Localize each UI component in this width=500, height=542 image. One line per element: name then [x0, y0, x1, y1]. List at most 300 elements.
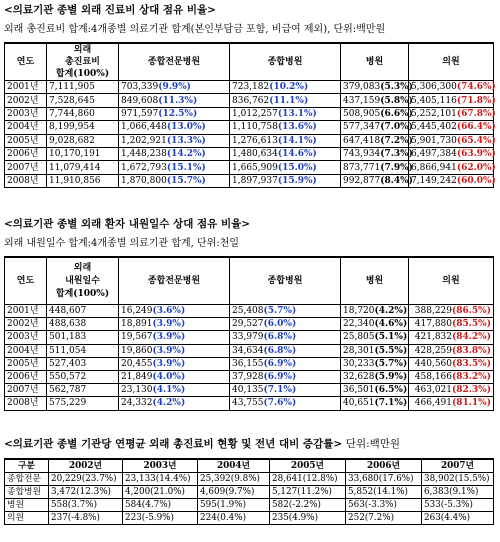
tertiary-cell-percent: (3.9%): [152, 345, 186, 356]
data-cell: 584(4.7%): [123, 499, 198, 512]
general-cell-percent: (6.8%): [263, 345, 297, 356]
table-row: [5, 344, 494, 357]
general-cell: [230, 305, 341, 318]
total-cell: 7,528,645: [47, 94, 119, 107]
general-cell-value: 36,155: [232, 358, 264, 369]
section1-title: <의료기관 종별 외래 진료비 상대 점유 비율>: [4, 4, 216, 16]
tertiary-cell-value: 971,597: [121, 108, 159, 119]
tertiary-cell-value: 1,672,793: [121, 162, 167, 173]
table-row: [5, 81, 494, 94]
hospital-cell: [341, 134, 413, 147]
clinic-cell: [409, 161, 494, 174]
hospital-cell: [341, 397, 409, 410]
clinic-cell-value: 388,229: [414, 306, 452, 317]
general-cell: [230, 384, 341, 397]
table-row: [5, 512, 494, 525]
tertiary-cell-value: 23,130: [121, 385, 153, 396]
header-total-line3: 합계(100%): [55, 69, 110, 79]
table-row: [5, 94, 494, 107]
hospital-cell: [341, 94, 413, 107]
hospital-cell-value: 508,905: [343, 108, 381, 119]
clinic-cell-value: 463,021: [414, 385, 452, 396]
tertiary-cell: [119, 305, 230, 318]
general-cell-percent: (13.6%): [277, 122, 317, 133]
general-cell-value: 1,897,937: [232, 175, 278, 186]
table-row: [5, 397, 494, 410]
clinic-cell-percent: (63.9%): [456, 149, 496, 160]
header-total-line3: 합계(100%): [55, 288, 110, 299]
year-cell: 2006년: [5, 370, 47, 383]
clinic-cell-percent: (86.5%): [452, 306, 491, 317]
hospital-cell-percent: (5.8%): [380, 95, 413, 106]
header-total: [47, 43, 119, 81]
general-cell-percent: (6.8%): [263, 332, 297, 343]
data-cell: 4,200(21.0%): [123, 486, 198, 499]
clinic-cell: [409, 305, 494, 318]
year-cell: 2006년: [5, 147, 47, 160]
data-cell: 38,902(15.5%): [422, 473, 494, 486]
outpatient-cost-table: [4, 42, 494, 188]
tertiary-cell-percent: (3.9%): [152, 332, 186, 343]
general-cell: [230, 81, 341, 94]
section3-title-row: [4, 436, 400, 451]
clinic-cell: [409, 121, 494, 134]
general-cell-value: 836,762: [232, 95, 270, 106]
hospital-cell-value: 40,651: [343, 398, 375, 409]
clinic-cell: [409, 174, 494, 187]
general-cell-percent: (14.6%): [277, 149, 317, 160]
general-cell: [230, 94, 341, 107]
hospital-cell-value: 30,233: [343, 358, 375, 369]
tertiary-cell-value: 703,339: [121, 82, 159, 93]
data-cell: 252(7.2%): [346, 512, 422, 525]
tertiary-cell-percent: (15.1%): [166, 162, 206, 173]
clinic-cell: [409, 107, 494, 120]
hospital-cell-percent: (6.5%): [374, 385, 408, 396]
clinic-cell-value: 421,832: [414, 332, 452, 343]
row-label: 의원: [5, 512, 49, 525]
tertiary-cell-value: 18,891: [121, 319, 153, 330]
hospital-cell-percent: (7.2%): [380, 135, 413, 146]
hospital-cell: [341, 331, 409, 344]
general-cell-value: 29,527: [232, 319, 264, 330]
general-cell: [230, 370, 341, 383]
year-cell: 2007년: [5, 384, 47, 397]
data-cell: 25,392(9.8%): [198, 473, 270, 486]
total-cell: 10,170,191: [47, 147, 119, 160]
tertiary-cell-percent: (12.5%): [158, 108, 198, 119]
tertiary-cell-percent: (15.7%): [166, 175, 206, 186]
header-year: 연도: [5, 257, 47, 305]
data-cell: 263(4.4%): [422, 512, 494, 525]
header-cell: 2003년: [123, 459, 198, 473]
header-hospital: 병원: [341, 43, 409, 81]
general-cell-value: 34,634: [232, 345, 264, 356]
total-cell: 7,744,860: [47, 107, 119, 120]
data-cell: 5,127(11.2%): [270, 486, 346, 499]
section3-unit: 단위:백만원: [345, 438, 401, 450]
clinic-cell: [409, 344, 494, 357]
header-cell: 2002년: [49, 459, 123, 473]
tertiary-cell-percent: (11.3%): [158, 95, 198, 106]
clinic-cell-value: 5,252,101: [411, 108, 457, 119]
general-cell: [230, 344, 341, 357]
tertiary-cell: [119, 94, 230, 107]
general-cell-value: 1,110,758: [232, 122, 278, 133]
clinic-cell-percent: (84.2%): [452, 332, 491, 343]
hospital-cell-value: 992,877: [343, 175, 381, 186]
clinic-cell-percent: (67.8%): [456, 108, 496, 119]
year-cell: 2004년: [5, 121, 47, 134]
hospital-cell: [341, 305, 409, 318]
general-cell: [230, 121, 341, 134]
tertiary-cell: [119, 147, 230, 160]
tertiary-cell: [119, 81, 230, 94]
header-cell: 2007년: [422, 459, 494, 473]
hospital-cell: [341, 370, 409, 383]
header-total-line2: 내원일수: [65, 275, 100, 286]
hospital-cell-value: 36,501: [343, 385, 375, 396]
clinic-cell-value: 5,306,300: [411, 82, 457, 93]
year-cell: 2002년: [5, 94, 47, 107]
total-cell: 501,183: [47, 331, 119, 344]
hospital-cell-percent: (5.9%): [374, 372, 408, 383]
data-cell: 6,383(9.1%): [422, 486, 494, 499]
tertiary-cell-percent: (4.2%): [152, 398, 186, 409]
hospital-cell: [341, 174, 413, 187]
clinic-cell: [409, 94, 494, 107]
hospital-cell-percent: (6.6%): [380, 108, 413, 119]
hospital-cell: [341, 344, 409, 357]
clinic-cell: [409, 318, 494, 331]
header-clinic: 의원: [409, 43, 494, 81]
table-row: [5, 357, 494, 370]
data-cell: 533(-5.3%): [422, 499, 494, 512]
clinic-cell: [409, 331, 494, 344]
year-cell: 2005년: [5, 134, 47, 147]
outpatient-days-table: [4, 256, 494, 411]
general-cell-percent: (10.2%): [269, 82, 309, 93]
clinic-cell: [409, 370, 494, 383]
hospital-cell-value: 25,805: [343, 332, 375, 343]
hospital-cell: [341, 121, 413, 134]
total-cell: 488,638: [47, 318, 119, 331]
hospital-cell: [341, 318, 409, 331]
year-cell: 2003년: [5, 331, 47, 344]
total-cell: 527,403: [47, 357, 119, 370]
year-cell: 2004년: [5, 344, 47, 357]
clinic-cell: [409, 397, 494, 410]
tertiary-cell-percent: (3.6%): [152, 306, 186, 317]
clinic-cell-percent: (71.8%): [456, 95, 496, 106]
general-cell: [230, 174, 341, 187]
tertiary-cell: [119, 107, 230, 120]
table-row: [5, 174, 494, 187]
clinic-cell-percent: (65.4%): [456, 135, 496, 146]
clinic-cell-percent: (83.8%): [452, 345, 491, 356]
row-label: 종합병원: [5, 486, 49, 499]
header-clinic: 의원: [409, 257, 494, 305]
total-cell: 575,229: [47, 397, 119, 410]
header-tertiary: 종합전문병원: [119, 257, 230, 305]
data-cell: 28,641(12.8%): [270, 473, 346, 486]
clinic-cell-value: 7,149,242: [411, 175, 457, 186]
total-cell: 448,607: [47, 305, 119, 318]
hospital-cell-percent: (5.1%): [374, 332, 408, 343]
table-row: [5, 107, 494, 120]
total-cell: 11,910,856: [47, 174, 119, 187]
hospital-cell-value: 22,340: [343, 319, 375, 330]
general-cell: [230, 147, 341, 160]
table-row: [5, 486, 494, 499]
table-row: [5, 305, 494, 318]
general-cell: [230, 357, 341, 370]
clinic-cell-value: 6,497,384: [411, 149, 457, 160]
hospital-cell: [341, 81, 413, 94]
general-cell: [230, 134, 341, 147]
data-cell: 595(1.9%): [198, 499, 270, 512]
general-cell: [230, 161, 341, 174]
total-cell: 8,199,954: [47, 121, 119, 134]
tertiary-cell: [119, 357, 230, 370]
data-cell: 237(-4.8%): [49, 512, 123, 525]
general-cell: [230, 318, 341, 331]
general-cell-percent: (6.9%): [263, 358, 297, 369]
tertiary-cell: [119, 370, 230, 383]
clinic-cell-percent: (62.0%): [456, 162, 496, 173]
tertiary-cell-percent: (13.0%): [166, 122, 206, 133]
general-cell-percent: (13.1%): [277, 108, 317, 119]
data-cell: 582(-2.2%): [270, 499, 346, 512]
header-hospital: 병원: [341, 257, 409, 305]
data-cell: 33,680(17.6%): [346, 473, 422, 486]
clinic-cell: [409, 357, 494, 370]
general-cell-percent: (11.1%): [269, 95, 309, 106]
header-year: 연도: [5, 43, 47, 81]
header-total-line1: 외래: [73, 262, 92, 273]
year-cell: 2002년: [5, 318, 47, 331]
header-total: [47, 257, 119, 305]
year-cell: 2008년: [5, 174, 47, 187]
tertiary-cell: [119, 397, 230, 410]
data-cell: 23,133(14.4%): [123, 473, 198, 486]
total-cell: 562,787: [47, 384, 119, 397]
hospital-cell: [341, 147, 413, 160]
clinic-cell: [409, 384, 494, 397]
tertiary-cell-percent: (4.1%): [152, 385, 186, 396]
total-cell: 511,054: [47, 344, 119, 357]
hospital-cell-value: 32,628: [343, 372, 375, 383]
general-cell: [230, 331, 341, 344]
clinic-cell: [409, 147, 494, 160]
general-cell: [230, 107, 341, 120]
table-row: [5, 499, 494, 512]
hospital-cell-percent: (4.2%): [374, 306, 408, 317]
section2-subtitle: 외래 내원일수 합계:4개종별 의료기관 합계, 단위:천일: [4, 238, 240, 249]
tertiary-cell: [119, 134, 230, 147]
section1-subtitle: 외래 총진료비 합계:4개종별 의료기관 합계(본인부담금 포함, 비급여 제외), 단위:백만원: [4, 24, 386, 35]
clinic-cell-percent: (66.4%): [456, 122, 496, 133]
hospital-cell: [341, 384, 409, 397]
year-cell: 2008년: [5, 397, 47, 410]
table-row: [5, 134, 494, 147]
data-cell: 5,852(14.1%): [346, 486, 422, 499]
hospital-cell-value: 577,347: [343, 122, 381, 133]
header-total-line2: 총진료비: [65, 57, 100, 67]
tertiary-cell: [119, 161, 230, 174]
tertiary-cell-percent: (3.9%): [152, 319, 186, 330]
section3-title: <의료기관 종별 기관당 연평균 외래 총진료비 현황 및 전년 대비 증감률>: [4, 438, 343, 450]
data-cell: 224(0.4%): [198, 512, 270, 525]
general-cell-value: 25,408: [232, 306, 264, 317]
tertiary-cell-value: 19,860: [121, 345, 153, 356]
general-cell-percent: (6.0%): [263, 319, 297, 330]
tertiary-cell-value: 24,332: [121, 398, 153, 409]
tertiary-cell-percent: (4.0%): [152, 372, 186, 383]
header-tertiary: 종합전문병원: [119, 43, 230, 81]
header-total-line1: 외래: [73, 45, 92, 55]
table-row: [5, 161, 494, 174]
year-cell: 2003년: [5, 107, 47, 120]
header-cell: 2006년: [346, 459, 422, 473]
table-row: [5, 370, 494, 383]
tertiary-cell: [119, 384, 230, 397]
per-institution-cost-table: [4, 458, 494, 525]
tertiary-cell: [119, 331, 230, 344]
general-cell-value: 40,135: [232, 385, 264, 396]
header-general: 종합병원: [230, 257, 341, 305]
clinic-cell-percent: (83.2%): [452, 372, 491, 383]
clinic-cell-value: 466,491: [414, 398, 452, 409]
general-cell-value: 33,979: [232, 332, 264, 343]
tertiary-cell-value: 1,448,238: [121, 149, 167, 160]
clinic-cell-value: 5,405,116: [411, 95, 457, 106]
clinic-cell-percent: (82.3%): [452, 385, 491, 396]
data-cell: 20,229(23.7%): [49, 473, 123, 486]
year-cell: 2005년: [5, 357, 47, 370]
clinic-cell-value: 5,445,402: [411, 122, 457, 133]
general-cell-percent: (15.0%): [277, 162, 317, 173]
clinic-cell: [409, 81, 494, 94]
header-cell: 구분: [5, 459, 49, 473]
hospital-cell-percent: (5.5%): [374, 345, 408, 356]
hospital-cell-value: 743,934: [343, 149, 381, 160]
table-row: [5, 473, 494, 486]
tertiary-cell-percent: (13.3%): [166, 135, 206, 146]
clinic-cell-value: 428,259: [414, 345, 452, 356]
table-row: [5, 147, 494, 160]
general-cell-percent: (14.1%): [277, 135, 317, 146]
hospital-cell-percent: (7.0%): [380, 122, 413, 133]
hospital-cell: [341, 357, 409, 370]
general-cell-value: 723,182: [232, 82, 270, 93]
hospital-cell-value: 437,159: [343, 95, 381, 106]
tertiary-cell: [119, 174, 230, 187]
general-cell-percent: (7.1%): [263, 385, 297, 396]
clinic-cell: [409, 134, 494, 147]
hospital-cell: [341, 107, 413, 120]
clinic-cell-percent: (60.0%): [456, 175, 496, 186]
hospital-cell: [341, 161, 413, 174]
clinic-cell-value: 440,560: [414, 358, 452, 369]
general-cell-percent: (6.9%): [263, 372, 297, 383]
tertiary-cell-value: 19,567: [121, 332, 153, 343]
clinic-cell-value: 6,866,941: [411, 162, 457, 173]
data-cell: 223(-5.9%): [123, 512, 198, 525]
table-row: [5, 318, 494, 331]
data-cell: 4,609(9.7%): [198, 486, 270, 499]
header-cell: 2004년: [198, 459, 270, 473]
tertiary-cell-value: 1,870,800: [121, 175, 167, 186]
tertiary-cell: [119, 344, 230, 357]
tertiary-cell: [119, 121, 230, 134]
tertiary-cell-value: 20,455: [121, 358, 153, 369]
hospital-cell-percent: (5.7%): [374, 358, 408, 369]
row-label: 병원: [5, 499, 49, 512]
tertiary-cell-value: 21,849: [121, 372, 153, 383]
data-cell: 558(3.7%): [49, 499, 123, 512]
year-cell: 2001년: [5, 81, 47, 94]
table-row: [5, 121, 494, 134]
header-general: 종합병원: [230, 43, 341, 81]
hospital-cell-percent: (5.3%): [380, 82, 413, 93]
header-cell: 2005년: [270, 459, 346, 473]
general-cell-value: 1,480,634: [232, 149, 278, 160]
general-cell-value: 1,012,257: [232, 108, 278, 119]
tertiary-cell-percent: (14.2%): [166, 149, 206, 160]
clinic-cell-percent: (81.1%): [452, 398, 491, 409]
hospital-cell-value: 28,301: [343, 345, 375, 356]
tertiary-cell-value: 1,066,448: [121, 122, 167, 133]
year-cell: 2001년: [5, 305, 47, 318]
hospital-cell-value: 18,720: [343, 306, 375, 317]
clinic-cell-percent: (85.5%): [452, 319, 491, 330]
tertiary-cell-value: 849,608: [121, 95, 159, 106]
general-cell: [230, 397, 341, 410]
general-cell-value: 1,665,909: [232, 162, 278, 173]
data-cell: 235(4.9%): [270, 512, 346, 525]
data-cell: 563(-3.3%): [346, 499, 422, 512]
general-cell-percent: (15.9%): [277, 175, 317, 186]
tertiary-cell-value: 16,249: [121, 306, 153, 317]
row-label: 종합전문: [5, 473, 49, 486]
hospital-cell-value: 647,418: [343, 135, 381, 146]
general-cell-value: 43,755: [232, 398, 264, 409]
hospital-cell-percent: (8.4%): [380, 175, 413, 186]
clinic-cell-value: 458,166: [414, 372, 452, 383]
general-cell-percent: (7.6%): [263, 398, 297, 409]
total-cell: 9,028,682: [47, 134, 119, 147]
clinic-cell-percent: (74.6%): [456, 82, 496, 93]
total-cell: 11,079,414: [47, 161, 119, 174]
total-cell: 550,572: [47, 370, 119, 383]
clinic-cell-percent: (83.5%): [452, 358, 491, 369]
hospital-cell-value: 379,083: [343, 82, 381, 93]
hospital-cell-percent: (4.6%): [374, 319, 408, 330]
table-row: [5, 384, 494, 397]
year-cell: 2007년: [5, 161, 47, 174]
hospital-cell-percent: (7.3%): [380, 149, 413, 160]
hospital-cell-value: 873,771: [343, 162, 381, 173]
hospital-cell-percent: (7.1%): [374, 398, 408, 409]
tertiary-cell: [119, 318, 230, 331]
data-cell: 3,472(12.3%): [49, 486, 123, 499]
general-cell-value: 37,928: [232, 372, 264, 383]
total-cell: 7,111,905: [47, 81, 119, 94]
tertiary-cell-percent: (3.9%): [152, 358, 186, 369]
hospital-cell-percent: (7.9%): [380, 162, 413, 173]
section2-title: <의료기관 종별 외래 환자 내원일수 상대 점유 비율>: [4, 218, 251, 230]
